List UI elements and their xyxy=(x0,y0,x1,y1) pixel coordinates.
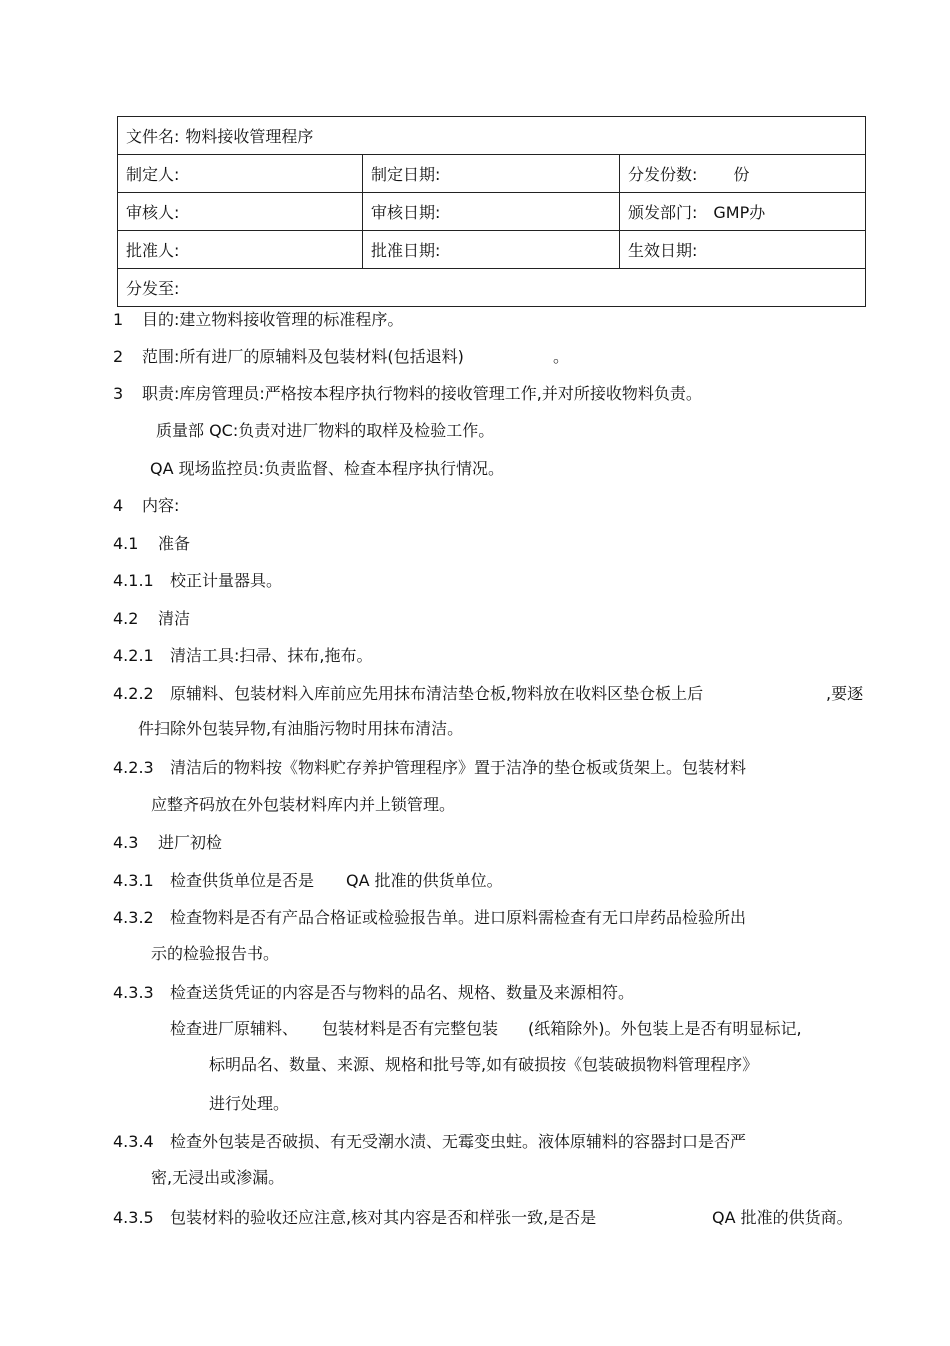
section-4-3-3 xyxy=(113,982,635,1004)
section-4-2-2-number: 4.2.2 xyxy=(113,684,154,703)
effective-date-cell xyxy=(620,231,866,269)
distribute-to-label: 分发至: xyxy=(126,279,180,298)
section-4-2-2-text-c: 件扫除外包装异物,有油脂污物时用抹布清洁。 xyxy=(138,719,464,738)
copies-label: 分发份数: xyxy=(628,165,698,184)
maker-label: 制定人: xyxy=(126,165,180,184)
section-3 xyxy=(113,383,702,405)
document-header-table xyxy=(117,116,866,307)
section-4-2-1 xyxy=(113,645,373,667)
section-3-qa: QA 现场监控员:负责监督、检查本程序执行情况。 xyxy=(150,459,505,478)
section-4-1 xyxy=(113,533,191,555)
make-date-cell xyxy=(363,155,620,193)
section-3-text: 职责:库房管理员:严格按本程序执行物料的接收管理工作,并对所接收物料负责。 xyxy=(142,384,702,403)
section-4-1-text: 准备 xyxy=(158,534,191,553)
section-4-2-3-text-b: 应整齐码放在外包装材料库内并上锁管理。 xyxy=(151,795,456,814)
section-4-3-4-text-b: 密,无浸出或渗漏。 xyxy=(151,1168,285,1187)
distribute-to-cell xyxy=(118,269,866,307)
section-4-3-4-text-a: 检查外包装是否破损、有无受潮水渍、无霉变虫蛀。液体原辅料的容器封口是否严 xyxy=(170,1132,747,1151)
section-4-2-number: 4.2 xyxy=(113,609,139,628)
section-4-2-2-text-b: ,要逐 xyxy=(826,684,864,703)
section-4-3-3-sub-c: 进行处理。 xyxy=(209,1094,290,1113)
approve-date-label: 批准日期: xyxy=(371,241,441,260)
reviewer-label: 审核人: xyxy=(126,203,180,222)
section-4-3-text: 进厂初检 xyxy=(158,833,223,852)
section-4-3-2 xyxy=(113,907,747,929)
section-4-2-3-text-a: 清洁后的物料按《物料贮存养护管理程序》置于洁净的垫仓板或货架上。包装材料 xyxy=(170,758,747,777)
approver-cell xyxy=(118,231,363,269)
section-4-3-3-sub-a1: 检查进厂原辅料、 xyxy=(170,1019,299,1038)
section-4-3-3-sub-a xyxy=(170,1018,802,1040)
section-4-3-number: 4.3 xyxy=(113,833,139,852)
issuing-dept-value: GMP办 xyxy=(713,203,766,222)
effective-date-label: 生效日期: xyxy=(628,241,698,260)
section-4-1-1 xyxy=(113,570,283,592)
section-4-1-1-number: 4.1.1 xyxy=(113,571,154,590)
section-4-2-1-text: 清洁工具:扫帚、抹布,拖布。 xyxy=(170,646,373,665)
section-4-3-5-text-b: QA 批准的供货商。 xyxy=(712,1208,853,1227)
section-2-text: 范围:所有进厂的原辅料及包装材料(包括退料) xyxy=(142,347,464,366)
section-4-3-1-text-b: QA 批准的供货单位。 xyxy=(346,871,503,890)
section-4-3-5-text-a: 包装材料的验收还应注意,核对其内容是否和样张一致,是否是 xyxy=(170,1208,597,1227)
header-row-maker xyxy=(118,155,866,193)
section-4-1-1-text: 校正计量器具。 xyxy=(170,571,283,590)
section-4-3-1-number: 4.3.1 xyxy=(113,871,154,890)
section-4-3-3-number: 4.3.3 xyxy=(113,983,154,1002)
review-date-label: 审核日期: xyxy=(371,203,441,222)
section-2-end: 。 xyxy=(553,347,570,366)
section-4-1-number: 4.1 xyxy=(113,534,139,553)
section-4-2 xyxy=(113,608,191,630)
section-4-text: 内容: xyxy=(142,496,180,515)
section-4-2-3-number: 4.2.3 xyxy=(113,758,154,777)
section-4-3 xyxy=(113,832,223,854)
section-4-3-4-number: 4.3.4 xyxy=(113,1132,154,1151)
section-1 xyxy=(113,309,404,331)
section-4-3-3-sub-a3: (纸箱除外)。外包装上是否有明显标记, xyxy=(528,1019,802,1038)
section-4-3-3-sub-a2: 包装材料是否有完整包装 xyxy=(322,1019,499,1038)
section-4-3-1-text-a: 检查供货单位是否是 xyxy=(170,871,315,890)
section-4 xyxy=(113,495,180,517)
maker-cell xyxy=(118,155,363,193)
copies-cell xyxy=(620,155,866,193)
header-row-reviewer xyxy=(118,193,866,231)
section-4-3-2-text-b: 示的检验报告书。 xyxy=(151,944,280,963)
header-row-approver xyxy=(118,231,866,269)
section-4-2-text: 清洁 xyxy=(158,609,191,628)
section-4-3-1 xyxy=(113,870,503,892)
section-4-3-4 xyxy=(113,1131,747,1153)
section-4-3-2-text-a: 检查物料是否有产品合格证或检验报告单。进口原料需检查有无口岸药品检验所出 xyxy=(170,908,747,927)
section-3-number: 3 xyxy=(113,384,124,403)
review-date-cell xyxy=(363,193,620,231)
section-1-number: 1 xyxy=(113,310,124,329)
make-date-label: 制定日期: xyxy=(371,165,441,184)
header-row-file-name xyxy=(118,117,866,155)
section-4-3-5 xyxy=(113,1207,853,1229)
section-4-3-2-number: 4.3.2 xyxy=(113,908,154,927)
copies-unit: 份 xyxy=(733,165,750,184)
file-name-label: 文件名: xyxy=(126,127,180,146)
section-4-3-5-number: 4.3.5 xyxy=(113,1208,154,1227)
section-4-2-2 xyxy=(113,683,864,705)
issuing-dept-cell xyxy=(620,193,866,231)
approver-label: 批准人: xyxy=(126,241,180,260)
section-4-3-3-text: 检查送货凭证的内容是否与物料的品名、规格、数量及来源相符。 xyxy=(170,983,635,1002)
section-2-number: 2 xyxy=(113,347,124,366)
section-4-2-2-text-a: 原辅料、包装材料入库前应先用抹布清洁垫仓板,物料放在收料区垫仓板上后 xyxy=(170,684,704,703)
issuing-dept-label: 颁发部门: xyxy=(628,203,698,222)
section-1-text: 目的:建立物料接收管理的标准程序。 xyxy=(142,310,404,329)
reviewer-cell xyxy=(118,193,363,231)
header-row-distribute xyxy=(118,269,866,307)
section-3-qc: 质量部 QC:负责对进厂物料的取样及检验工作。 xyxy=(156,421,495,440)
section-2 xyxy=(113,346,570,368)
file-name-value: 物料接收管理程序 xyxy=(185,127,314,146)
approve-date-cell xyxy=(363,231,620,269)
section-4-2-3 xyxy=(113,757,747,779)
section-4-number: 4 xyxy=(113,496,124,515)
section-4-2-1-number: 4.2.1 xyxy=(113,646,154,665)
file-name-cell xyxy=(118,117,866,155)
section-4-3-3-sub-b: 标明品名、数量、来源、规格和批号等,如有破损按《包装破损物料管理程序》 xyxy=(209,1055,759,1074)
